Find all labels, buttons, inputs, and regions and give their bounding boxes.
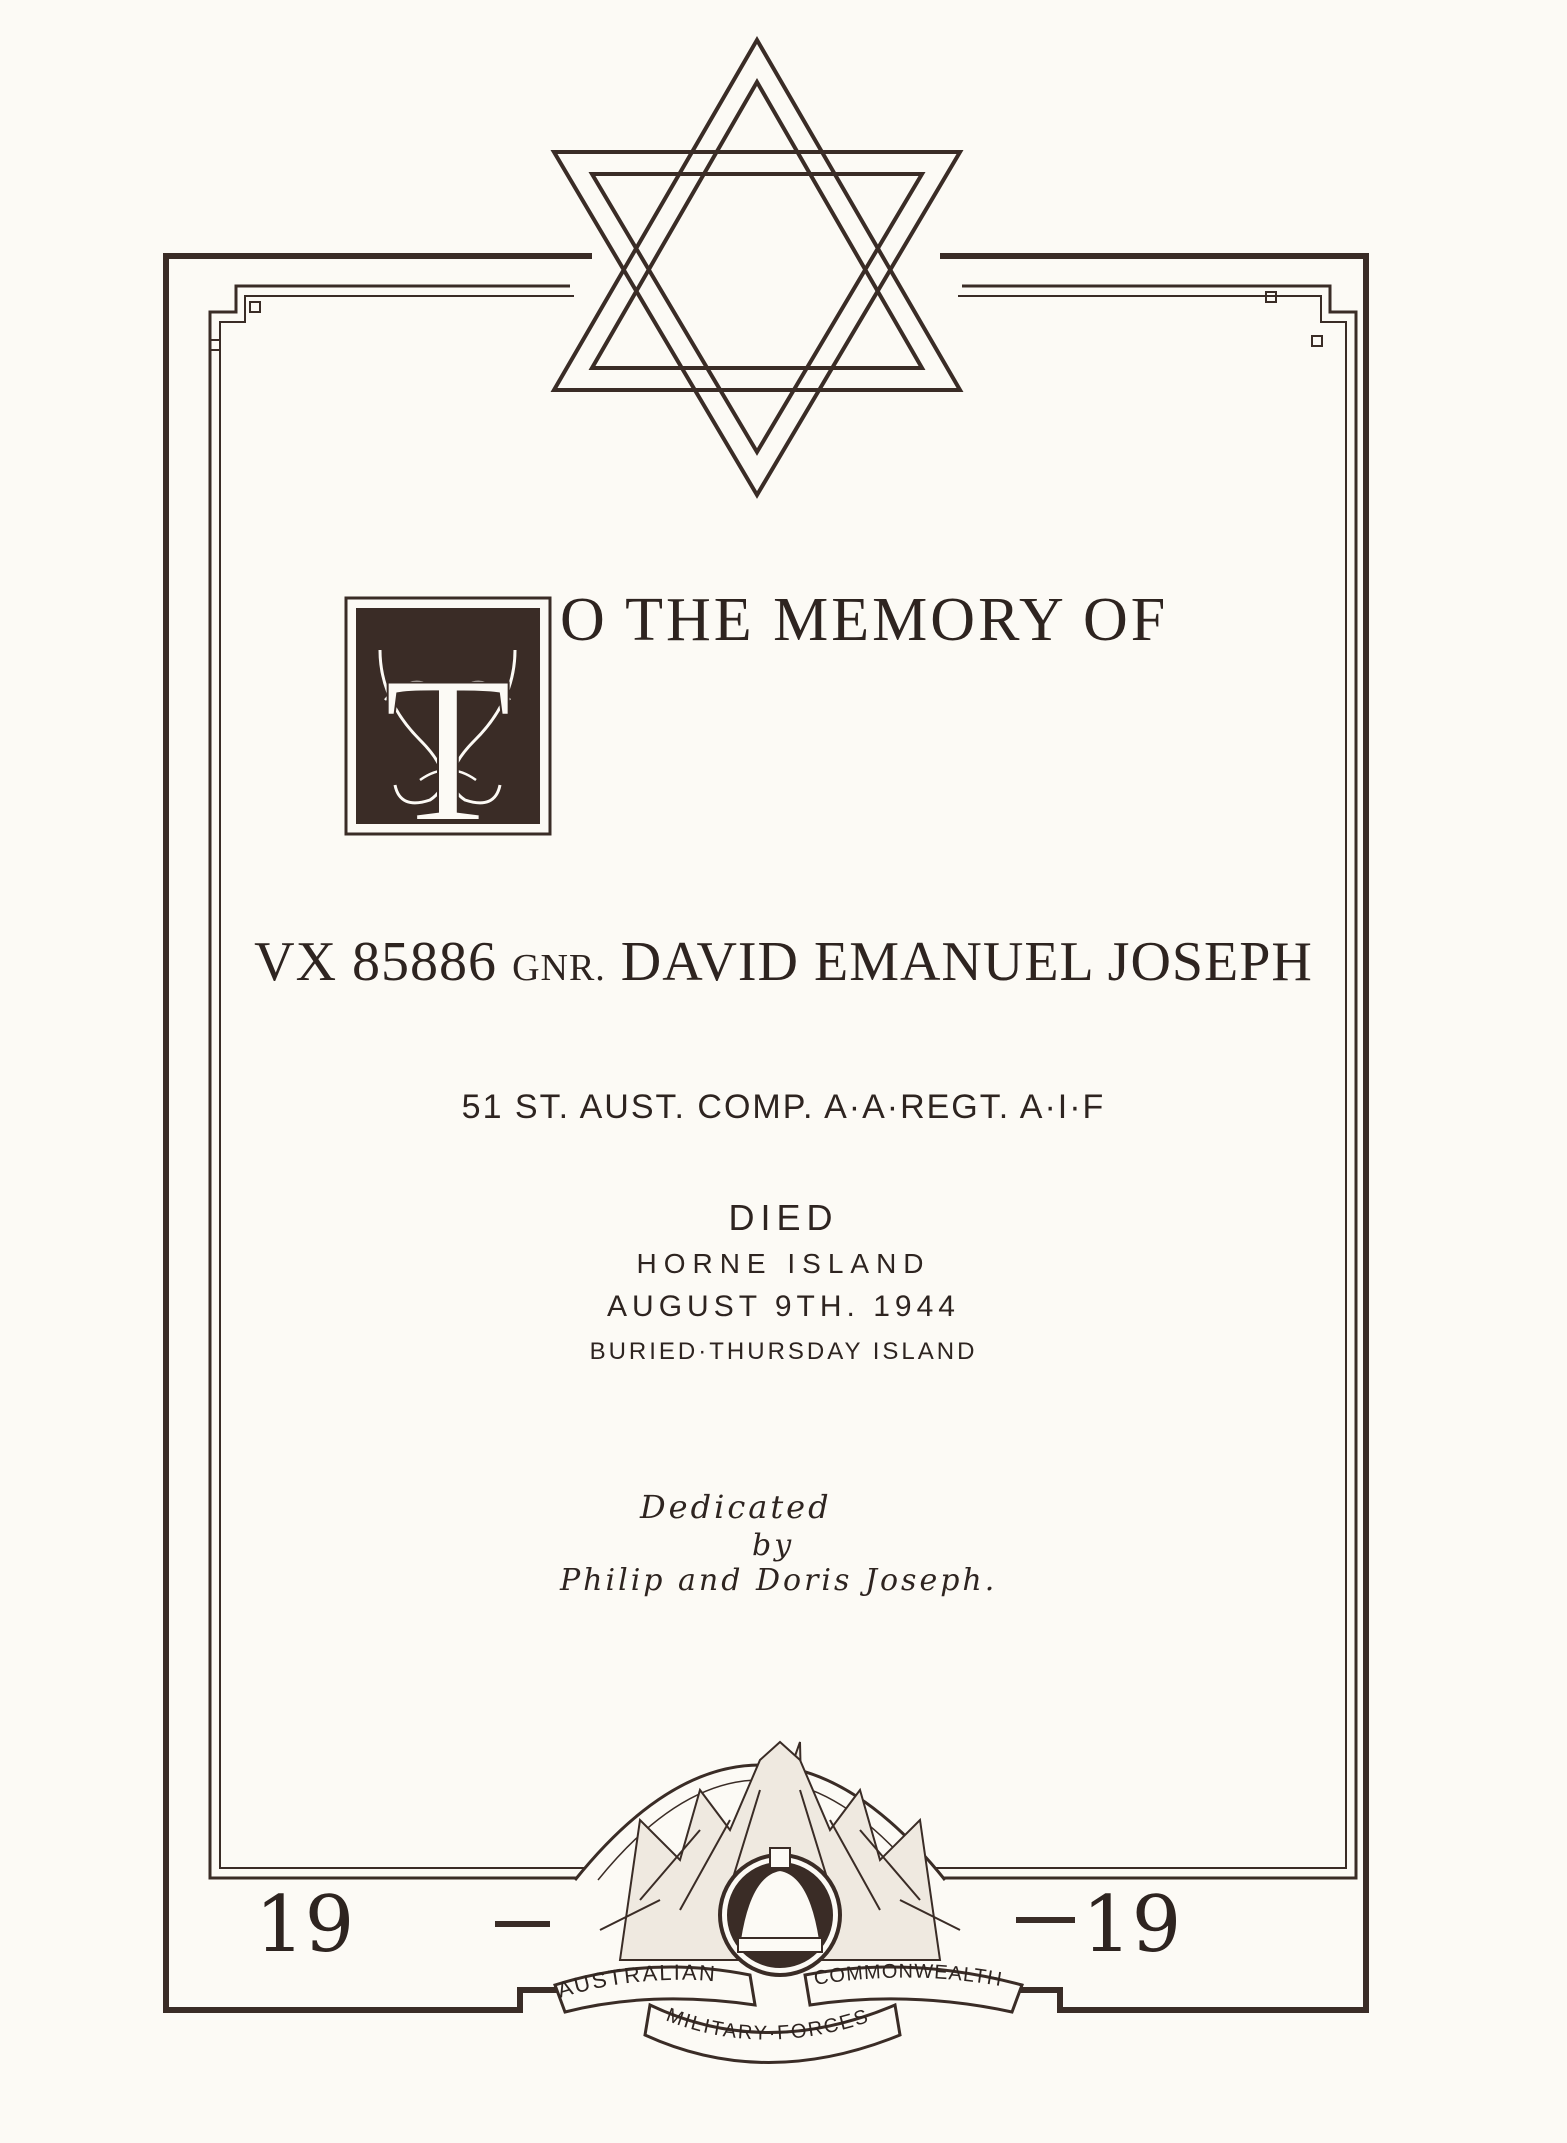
rank: GNR. [512,947,606,989]
service-number: VX 85886 [254,931,498,993]
died-label: DIED [728,1197,839,1238]
year-right: 19 [1082,1880,1182,1970]
unit-line: 51 ST. AUST. COMP. A·A·REGT. A·I·F [461,1088,1106,1126]
scroll-bottom-text: MILITARY·FORCES [663,2004,873,2045]
scroll-left-text: AUSTRALIAN [554,1959,718,2003]
star-of-david-icon [554,40,960,495]
place-of-death: HORNE ISLAND [636,1248,931,1279]
dedication-line-2: by [752,1528,795,1563]
scroll-right-text: COMMONWEALTH [812,1960,1005,1992]
soldier-line [0,930,1567,994]
dedication-line-1: Dedicated [640,1488,832,1526]
soldier-name: DAVID EMANUEL JOSEPH [620,931,1313,993]
rising-sun-badge-icon [555,1742,1022,2063]
drop-cap-letter: T [383,634,513,866]
year-left: 19 [255,1880,355,1970]
date-of-death: AUGUST 9TH. 1944 [607,1290,960,1323]
dedication-line-3: Philip and Doris Joseph. [560,1563,998,1598]
title-heading: O THE MEMORY OF [560,586,1169,654]
burial-place: BURIED·THURSDAY ISLAND [589,1338,978,1365]
